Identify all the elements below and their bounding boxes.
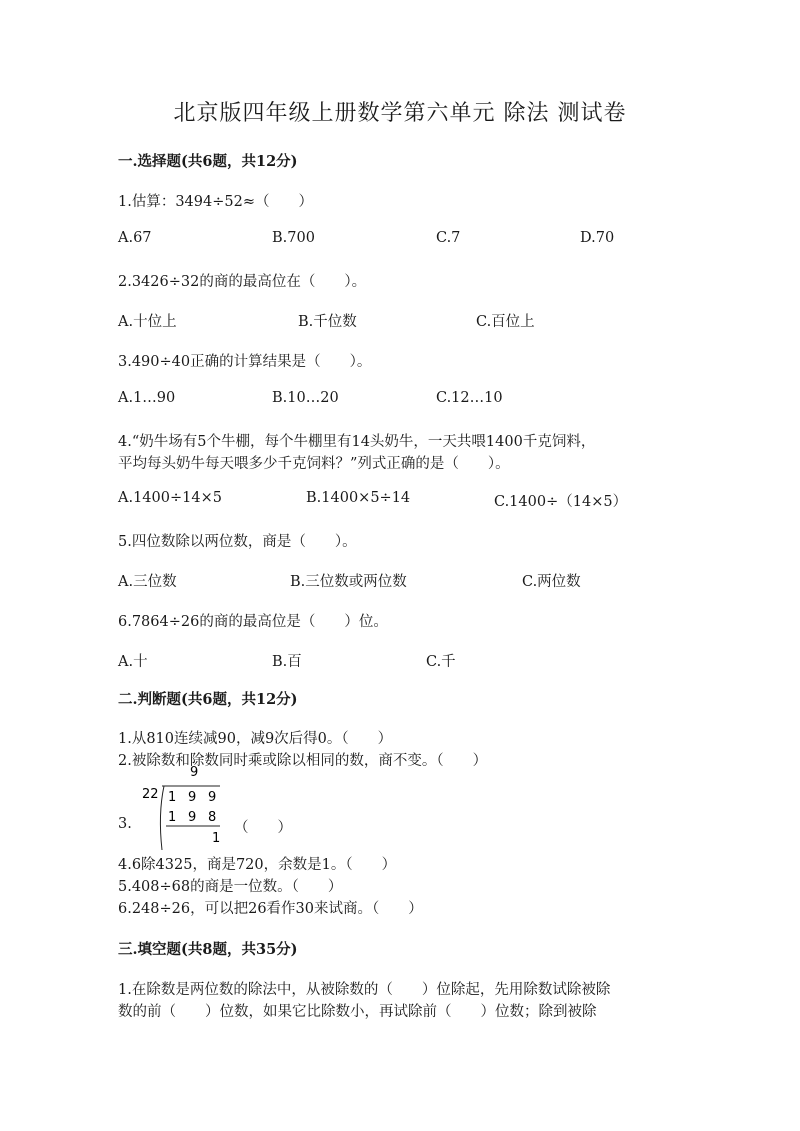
question-stem: 1.估算：3494÷52≈（ ） bbox=[118, 194, 313, 210]
option-c: C.两位数 bbox=[522, 574, 581, 590]
option-d: D.70 bbox=[580, 230, 615, 246]
product-digit: 8 bbox=[208, 810, 217, 825]
judgement-item: 1.从810连续减90，减9次后得0。（ ） bbox=[118, 731, 393, 747]
question-stem: 3.490÷40正确的计算结果是（ ）。 bbox=[118, 354, 372, 370]
option-c: C.百位上 bbox=[476, 314, 535, 330]
answer-paren: （ ） bbox=[234, 820, 292, 836]
section-heading-fill: 三.填空题(共8题，共35分) bbox=[118, 941, 298, 958]
question-stem-line1: 4.“奶牛场有5个牛棚，每个牛棚里有14头奶牛，一天共喂1400千克饲料， bbox=[118, 434, 596, 450]
page-title: 北京版四年级上册数学第六单元 除法 测试卷 bbox=[173, 101, 627, 126]
option-b: B.700 bbox=[272, 230, 315, 246]
judgement-item: 5.408÷68的商是一位数。（ ） bbox=[118, 879, 343, 895]
option-c: C.千 bbox=[426, 654, 456, 670]
option-a: A.十 bbox=[118, 654, 148, 670]
option-a: A.三位数 bbox=[118, 574, 177, 590]
question-stem: 5.四位数除以两位数，商是（ ）。 bbox=[118, 534, 357, 550]
option-c: C.1400÷（14×5） bbox=[494, 494, 628, 510]
judgement-item: 4.6除4325，商是720，余数是1。（ ） bbox=[118, 857, 397, 873]
option-b: B.10…20 bbox=[272, 390, 339, 406]
quotient-digit: 9 bbox=[190, 765, 199, 780]
option-a: A.十位上 bbox=[118, 314, 177, 330]
option-a: A.1…90 bbox=[118, 390, 176, 406]
question-stem: 6.7864÷26的商的最高位是（ ）位。 bbox=[118, 614, 388, 630]
option-b: B.三位数或两位数 bbox=[290, 574, 407, 590]
section-heading-choice: 一.选择题(共6题，共12分) bbox=[118, 153, 298, 170]
product-digit: 9 bbox=[188, 810, 197, 825]
dividend-digit: 1 bbox=[168, 790, 177, 805]
divisor: 22 bbox=[142, 787, 159, 802]
dividend-digit: 9 bbox=[188, 790, 197, 805]
long-division-figure bbox=[140, 764, 230, 854]
remainder-digit: 1 bbox=[212, 831, 221, 846]
judgement-item: 2.被除数和除数同时乘或除以相同的数，商不变。（ ） bbox=[118, 753, 488, 769]
section-heading-judgement: 二.判断题(共6题，共12分) bbox=[118, 691, 298, 708]
question-stem: 2.3426÷32的商的最高位在（ ）。 bbox=[118, 274, 367, 290]
question-stem-line2: 平均每头奶牛每天喂多少千克饲料？”列式正确的是（ ）。 bbox=[118, 456, 510, 472]
fill-question-line1: 1.在除数是两位数的除法中，从被除数的（ ）位除起，先用除数试除被除 bbox=[118, 982, 611, 998]
fill-question-line2: 数的前（ ）位数，如果它比除数小，再试除前（ ）位数；除到被除 bbox=[118, 1004, 597, 1020]
option-b: B.1400×5÷14 bbox=[306, 490, 411, 506]
product-digit: 1 bbox=[168, 810, 177, 825]
option-a: A.1400÷14×5 bbox=[118, 490, 222, 506]
division-bracket bbox=[160, 786, 164, 850]
judgement-item: 6.248÷26，可以把26看作30来试商。（ ） bbox=[118, 901, 423, 917]
judgement-item-number: 3. bbox=[118, 816, 132, 832]
option-b: B.千位数 bbox=[298, 314, 357, 330]
option-b: B.百 bbox=[272, 654, 302, 670]
option-c: C.7 bbox=[436, 230, 461, 246]
option-a: A.67 bbox=[118, 230, 152, 246]
option-c: C.12…10 bbox=[436, 390, 503, 406]
dividend-digit: 9 bbox=[208, 790, 217, 805]
